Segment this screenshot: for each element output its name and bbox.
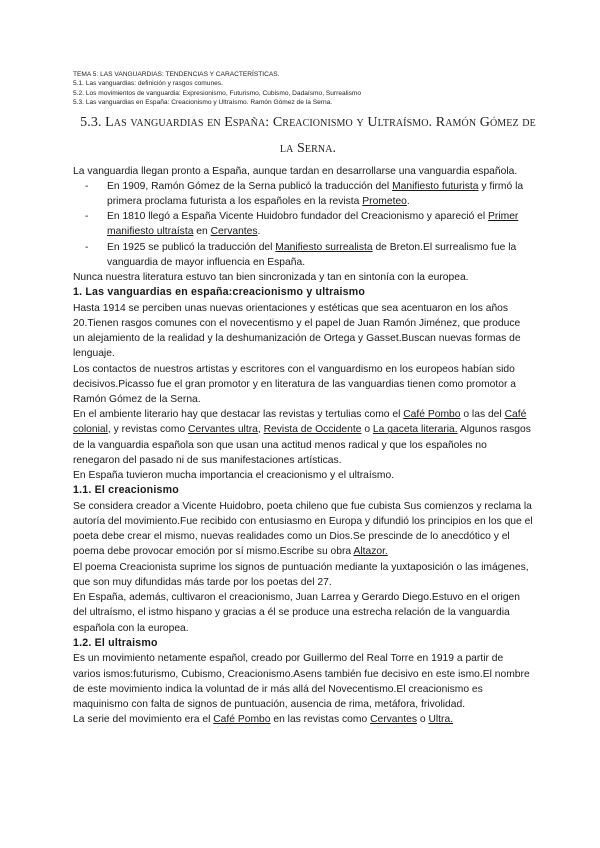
paragraph: Es un movimiento netamente español, creado por Guillermo del Real Torre en 1919 a partir de varios ismos:futurismo, Cubismo, Creacionismo.Asens también fue decisivo en este ismo.El nombre de este movimiento indica la voluntad de ir más allá del Novecentismo.El creacionismo es maquinismo con falta de signos de puntuación, ausencia de rima, metáfora, frivolidad. [73,653,530,710]
toc-line: 5.1. Las vanguardias: definición y rasgos comunes. [73,80,223,88]
primer-manifiesto-link: Primer manifiesto ultraísta [107,211,519,238]
intro-closing: Nunca nuestra literatura estuvo tan bien sincronizada y tan en sintonía con la europea. [73,272,469,284]
section-heading: 5.3. Las vanguardias en España: Creacionismo y Ultraísmo. Ramón Gómez de la Serna. [80,114,536,156]
text: En 1909, Ramón Gómez de la Serna publicó la traducción del [107,180,393,192]
toc-line: TEMA 5: LAS VANGUARDIAS: TENDENCIAS Y CARACTERÍSTICAS. [73,71,280,78]
text: o [361,424,373,436]
text: Se considera creador a Vicente Huidobro, poeta chileno que fue cubista Sus comienzos y reclama la autoría del movimiento.Fue recibido con entusiasmo en Europa y difundió los principios en los que el poeta debe crear el mismo, nuevas realidades como un Dios.Se prescinde de lo anecdótico y el poema debe provocar emoción por sí mismo.Escribe su obra [73,500,533,558]
paragraph: Hasta 1914 se perciben unas nuevas orientaciones y estéticas que sea acentuaron en los años 20.Tienen rasgos comunes con el novecentismo y el papel de Juan Ramón Jiménez, que produce un alejamiento de la realidad y la deshumanización de Ortega y Gasset.Buscan nuevas formas de lenguaje. [73,302,521,360]
text: En el ambiente literario hay que destacar las revistas y tertulias como el [73,409,404,421]
cafe-colonial-link: Café colonial [73,409,527,436]
text: y firmó la primera proclama futurista a los españoles en la revista [107,180,524,208]
list-item [107,179,533,209]
section-1-2-title: 1.2. El ultraismo [73,636,158,649]
bullet-list [73,179,533,270]
text: en las revistas como [270,714,371,726]
paragraph [73,712,533,727]
gaceta-literaria-link: La gaceta literaria. [372,424,458,436]
revista-occidente-link: Revista de Occidente [263,424,362,436]
toc-line: 5.2. Los movimientos de vanguardia: Expresionismo, Futurismo, Cubismo, Dadaísmo, Surrealismo [73,89,362,97]
text: de Breton.El surrealismo fue la vanguardia de mayor influencia en España. [107,241,517,268]
paragraph: En España tuvieron mucha importancia el creacionismo y el ultraísmo. [73,470,395,482]
text: En 1925 se publicó la traducción del [107,241,276,253]
manifiesto-futurista-link: Manifiesto futurista [392,180,479,192]
text: En 1810 llegó a España Vicente Huidobro fundador del Creacionismo y apareció el [107,211,489,223]
text: . [257,226,261,238]
cafe-pombo-link: Café Pombo [213,714,271,726]
intro-paragraph: La vanguardia llegan pronto a España, aunque tardan en desarrollarse una vanguardia española. [73,165,518,177]
text: en [193,226,211,238]
prometeo-link: Prometeo [362,196,407,208]
paragraph: En España, además, cultivaron el creacionismo, Juan Larrea y Gerardo Diego.Estuvo en el origen del ultraísmo, el istmo hispano y gracias a él se produce una estrecha relación de la vanguardia española con la europea. [73,592,521,634]
list-item [107,209,533,239]
cervantes-link: Cervantes [210,226,258,238]
list-item [107,240,533,270]
text: Algunos rasgos de la vanguardia española son que usan una actitud menos radical y que los españoles no renegaron del pasado ni de sus manifestaciones artísticas. [73,424,531,466]
cervantes-link: Cervantes [370,714,417,726]
section-1-title: 1. Las vanguardias en españa:creacionismo y ultraismo [73,286,366,299]
table-of-contents [73,70,533,108]
paragraph: Los contactos de nuestros artistas y escritores con el vanguardismo en los europeos habían sido decisivos.Picasso fue el gran promotor y en literatura de las vanguardias tienen como promotor a Ramón Gómez de la Serna. [73,363,516,406]
paragraph [73,499,533,560]
text: o [417,714,429,726]
document-page [73,70,536,727]
text: , [257,424,264,436]
altazor-link: Altazor. [353,546,388,558]
cervantes-ultra-link: Cervantes ultra [188,424,258,436]
paragraph [73,407,533,468]
text: . [406,196,410,208]
paragraph: El poema Creacionista suprime los signos de puntuación mediante la yuxtaposición o las imágenes, que son muy difundidas más tarde por los poetas del 27. [73,561,529,588]
section-1-1-title: 1.1. El creacionismo [73,484,179,497]
cafe-pombo-link: Café Pombo [403,409,461,421]
text: La serie del movimiento era el [73,714,214,726]
ultra-link: Ultra. [428,714,454,726]
toc-line: 5.3. Las vanguardias en España: Creacionismo y Ultraísmo. Ramón Gómez de la Serna. [73,99,333,107]
manifiesto-surrealista-link: Manifiesto surrealista [275,241,373,253]
text: o las del [460,409,505,421]
text: , y revistas como [107,424,189,436]
